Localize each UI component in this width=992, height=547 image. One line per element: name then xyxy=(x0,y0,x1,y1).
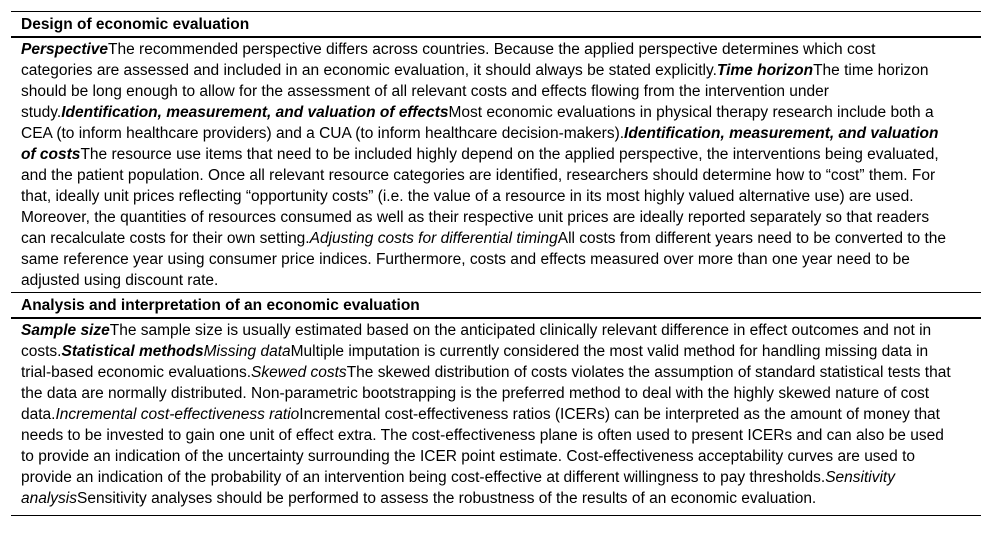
text-costs: The resource use items that need to be included highly depend on the applied perspective, the interventions being evaluated, and the patient population. Once all relevant resource categories are identified, researchers should determine how to “cost” them. For that, ideally unit prices reflecting “opportunity costs” (i.e. the value of a resource in its most highly valued alternative use) are used. Moreover, the quantities of resources consumed as well as their respective unit prices are ideally reported separately so that readers can recalculate costs for their own setting. xyxy=(21,146,939,247)
term-sensitivity-analysis: Sensitivity analysis xyxy=(21,469,895,507)
term-statistical-methods: Statistical methods xyxy=(61,343,204,360)
term-effects: Identification, measurement, and valuation of effects xyxy=(61,104,449,121)
text-sensitivity-analysis: Sensitivity analyses should be performed to assess the robustness of the results of an economic evaluation. xyxy=(77,490,817,507)
text-sample-size: The sample size is usually estimated based on the anticipated clinically relevant difference in effect outcomes and not in costs. xyxy=(21,322,932,360)
section-body-analysis xyxy=(11,319,981,516)
text-perspective: The recommended perspective differs across countries. Because the applied perspective determines which cost categories are assessed and included in an economic evaluation, it should always be stated explicitly. xyxy=(21,41,876,79)
section-header-analysis: Analysis and interpretation of an economic evaluation xyxy=(11,292,981,319)
term-skewed-costs: Skewed costs xyxy=(251,364,347,381)
text-skewed-costs: The skewed distribution of costs violates the assumption of standard statistical tests that the data are normally distributed. Non-parametric bootstrapping is the preferred method to deal with the highly skewed nature of cost data. xyxy=(21,364,951,423)
term-costs: Identification, measurement, and valuation of costs xyxy=(21,125,939,163)
economic-evaluation-table xyxy=(11,11,981,516)
term-perspective: Perspective xyxy=(21,41,109,58)
term-icer: Incremental cost-effectiveness ratio xyxy=(55,406,300,423)
text-icer: Incremental cost-effectiveness ratios (ICERs) can be interpreted as the amount of money that needs to be invested to gain one unit of effect extra. The cost-effectiveness plane is often used to present ICERs and can also be used to provide an indication of the uncertainty surrounding the ICER point estimate. Cost-effectiveness acceptability curves are used to provide an indication of the probability of an intervention being cost-effective at different willingness to pay thresholds. xyxy=(21,406,944,486)
term-time-horizon: Time horizon xyxy=(716,62,814,79)
text-differential-timing: All costs from different years need to be converted to the same reference year using consumer price indices. Furthermore, costs and effects measured over more than one year need to be adjusted using discount rate. xyxy=(21,230,947,289)
text-missing-data: Multiple imputation is currently considered the most valid method for handling missing data in trial-based economic evaluations. xyxy=(21,343,929,381)
text-time-horizon: The time horizon should be long enough to allow for the assessment of all relevant costs and effects flowing from the intervention under study. xyxy=(21,62,929,121)
term-missing-data: Missing data xyxy=(203,343,291,360)
term-differential-timing: Adjusting costs for differential timing xyxy=(309,230,558,247)
term-sample-size: Sample size xyxy=(21,322,110,339)
section-header-design: Design of economic evaluation xyxy=(11,11,981,38)
section-body-design xyxy=(11,38,981,292)
text-effects: Most economic evaluations in physical therapy research include both a CEA (to inform healthcare providers) and a CUA (to inform healthcare decision-makers). xyxy=(21,104,934,142)
